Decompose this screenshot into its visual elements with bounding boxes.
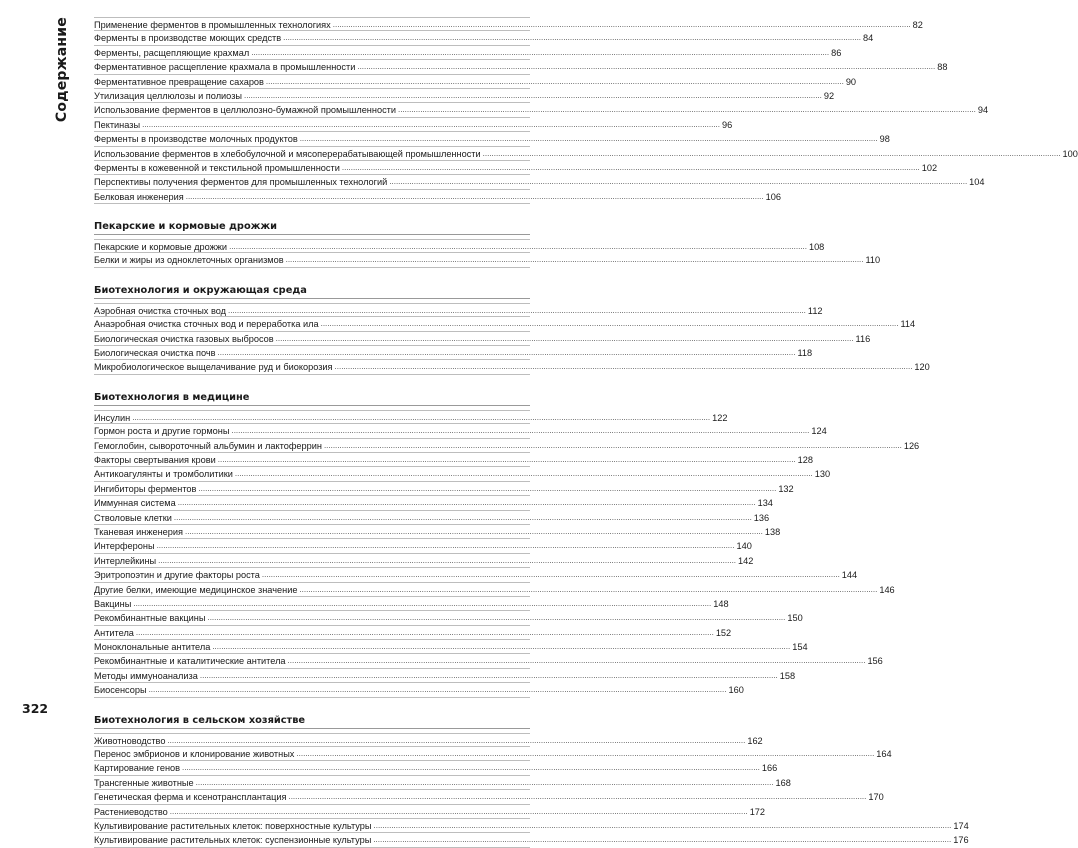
toc-entry: [94, 17, 923, 31]
toc-entry: [94, 805, 766, 819]
toc-entry-page: 172: [749, 806, 766, 817]
toc-entry: [94, 360, 930, 374]
toc-entry: [94, 46, 842, 60]
toc-entry: [94, 683, 744, 697]
toc-entry: [94, 626, 732, 640]
dot-leader: ....................................................................................................................................................................................................................................................................: [275, 333, 854, 343]
side-section-title: Содержание: [54, 17, 70, 123]
toc-entry-page: 154: [792, 642, 808, 653]
toc-entry-page: 84: [863, 33, 874, 44]
dot-leader: ....................................................................................................................................................................................................................................................................: [357, 62, 936, 72]
dot-leader: ....................................................................................................................................................................................................................................................................: [142, 119, 720, 129]
dot-leader: ....................................................................................................................................................................................................................................................................: [373, 820, 952, 830]
toc-entry-page: 132: [778, 483, 794, 494]
toc-entry: [94, 346, 813, 360]
toc-entry-title: Рекомбинантные и каталитические антитела: [94, 656, 286, 667]
toc-entry-title: Другие белки, имеющие медицинское значение: [94, 584, 298, 595]
toc-entry: [94, 467, 831, 481]
toc-entry: [94, 161, 938, 175]
toc-entry-page: 158: [779, 670, 796, 681]
toc-entry-page: 150: [787, 613, 803, 624]
toc-entry-page: 148: [713, 598, 729, 609]
toc-entry-page: 104: [969, 177, 985, 188]
toc-entry-page: 138: [764, 526, 781, 537]
dot-leader: ....................................................................................................................................................................................................................................................................: [148, 685, 727, 695]
dot-leader: ....................................................................................................................................................................................................................................................................: [251, 47, 830, 57]
toc-entry-page: 136: [753, 512, 770, 523]
toc-entry: [94, 482, 794, 496]
dot-leader: ....................................................................................................................................................................................................................................................................: [217, 454, 796, 464]
toc-entry: [94, 669, 796, 683]
toc-entry: [94, 89, 835, 103]
dot-leader: ....................................................................................................................................................................................................................................................................: [195, 777, 774, 787]
toc-entry-title: Перспективы получения ферментов для промышленных технологий: [94, 177, 388, 188]
toc-entry-title: Культивирование растительных клеток: суспензионные культуры: [94, 835, 372, 846]
dot-leader: ....................................................................................................................................................................................................................................................................: [169, 806, 748, 816]
section-heading: Биотехнология в медицине: [94, 390, 530, 406]
toc-entry-page: 102: [921, 162, 938, 173]
toc-entry: [94, 733, 763, 747]
dot-leader: ....................................................................................................................................................................................................................................................................: [334, 362, 913, 372]
toc-entry-page: 126: [903, 440, 920, 451]
toc-entry-title: Гемоглобин, сывороточный альбумин и лактоферрин: [94, 440, 322, 451]
toc-entry-title: Моноклональные антитела: [94, 642, 211, 653]
toc-entry-page: 146: [879, 584, 895, 595]
toc-entry: [94, 496, 773, 510]
dot-leader: ....................................................................................................................................................................................................................................................................: [323, 440, 902, 450]
toc-entry-page: 112: [807, 305, 823, 316]
dot-leader: ....................................................................................................................................................................................................................................................................: [482, 148, 1061, 158]
toc-entry-title: Гормон роста и другие гормоны: [94, 426, 230, 437]
toc-entry-title: Растениеводство: [94, 806, 168, 817]
dot-leader: ....................................................................................................................................................................................................................................................................: [177, 498, 756, 508]
toc-entry-title: Ферменты в производстве моющих средств: [94, 33, 282, 44]
toc-entry-title: Биосенсоры: [94, 685, 147, 696]
toc-entry-page: 166: [761, 763, 778, 774]
toc-entry: [94, 819, 969, 833]
toc-entry: [94, 776, 791, 790]
toc-entry-title: Использование ферментов в целлюлозно-бумажной промышленности: [94, 105, 396, 116]
toc-entry-page: 92: [823, 90, 835, 101]
dot-leader: ....................................................................................................................................................................................................................................................................: [299, 134, 878, 144]
dot-leader: ....................................................................................................................................................................................................................................................................: [287, 656, 866, 666]
toc-entry-title: Трансгенные животные: [94, 777, 194, 788]
toc-entry-page: 114: [900, 319, 916, 330]
dot-leader: ....................................................................................................................................................................................................................................................................: [212, 642, 791, 652]
toc-entry-title: Картирование генов: [94, 763, 181, 774]
dot-leader: ....................................................................................................................................................................................................................................................................: [288, 792, 867, 802]
toc-entry-page: 174: [953, 820, 969, 831]
toc-entry-title: Биологическая очистка газовых выбросов: [94, 333, 274, 344]
toc-entry-page: 118: [797, 348, 813, 359]
page-number: 322: [22, 701, 49, 716]
dot-leader: ....................................................................................................................................................................................................................................................................: [398, 105, 976, 115]
toc-entry: [94, 75, 857, 89]
toc-entry: [94, 747, 892, 761]
dot-leader: ....................................................................................................................................................................................................................................................................: [261, 570, 840, 580]
dot-leader: ....................................................................................................................................................................................................................................................................: [389, 177, 968, 187]
toc-entry-title: Антитела: [94, 627, 134, 638]
dot-leader: ....................................................................................................................................................................................................................................................................: [167, 735, 746, 745]
toc-list: [94, 239, 881, 268]
toc-entry: [94, 147, 1078, 161]
toc-entry-title: Ферментативное превращение сахаров: [94, 76, 264, 87]
toc-entry-page: 168: [775, 777, 791, 788]
dot-leader: ....................................................................................................................................................................................................................................................................: [299, 584, 878, 594]
toc-entry-page: 98: [879, 134, 890, 145]
dot-leader: ....................................................................................................................................................................................................................................................................: [199, 670, 778, 680]
toc-entry-page: 100: [1062, 148, 1078, 159]
toc-list: [94, 17, 1078, 204]
toc-entry-page: 152: [715, 627, 732, 638]
toc-entry-title: Методы иммуноанализа: [94, 670, 198, 681]
toc-entry: [94, 654, 883, 668]
toc-entry-page: 94: [977, 105, 989, 116]
toc-entry: [94, 317, 916, 331]
toc-entry-page: 142: [738, 555, 754, 566]
dot-leader: ....................................................................................................................................................................................................................................................................: [296, 749, 875, 759]
section-heading: Биотехнология и окружающая среда: [94, 283, 530, 299]
toc-entry-title: Ферментативное расщепление крахмала в промышленности: [94, 62, 356, 73]
toc-entry-page: 116: [855, 333, 871, 344]
toc-entry-title: Вакцины: [94, 598, 132, 609]
dot-leader: ....................................................................................................................................................................................................................................................................: [285, 255, 864, 265]
dot-leader: ....................................................................................................................................................................................................................................................................: [283, 33, 862, 43]
toc-entry: [94, 525, 781, 539]
toc-entry-title: Аэробная очистка сточных вод: [94, 305, 226, 316]
toc-entry: [94, 410, 728, 424]
toc-entry-page: 176: [953, 835, 969, 846]
toc-entry-page: 170: [868, 792, 884, 803]
toc-entry: [94, 132, 890, 146]
toc-entry: [94, 568, 858, 582]
toc-entry-title: Ферменты в производстве молочных продуктов: [94, 134, 298, 145]
toc-entry-title: Утилизация целлюлозы и полиозы: [94, 90, 243, 101]
toc-entry-page: 156: [867, 656, 883, 667]
toc-entry: [94, 597, 729, 611]
toc-entry-title: Интерфероны: [94, 541, 155, 552]
toc-entry-title: Микробиологическое выщелачивание руд и биокорозия: [94, 362, 333, 373]
toc-entry-title: Рекомбинантные вакцины: [94, 613, 206, 624]
toc-entry: [94, 60, 948, 74]
toc-entry: [94, 554, 754, 568]
toc-entry: [94, 511, 770, 525]
toc-entry: [94, 539, 752, 553]
toc-entry: [94, 640, 808, 654]
dot-leader: ....................................................................................................................................................................................................................................................................: [320, 319, 899, 329]
toc-entry-page: 122: [712, 412, 728, 423]
dot-leader: ....................................................................................................................................................................................................................................................................: [173, 512, 752, 522]
toc-entry-page: 162: [747, 735, 763, 746]
toc-entry-title: Пекарские и кормовые дрожжи: [94, 242, 228, 253]
dot-leader: ....................................................................................................................................................................................................................................................................: [182, 763, 760, 773]
toc-entry-page: 144: [841, 570, 858, 581]
dot-leader: ....................................................................................................................................................................................................................................................................: [132, 412, 711, 422]
toc-entry-title: Перенос эмбрионов и клонирование животных: [94, 749, 295, 760]
toc-entry-title: Факторы свертывания крови: [94, 454, 216, 465]
dot-leader: ....................................................................................................................................................................................................................................................................: [185, 191, 764, 201]
toc-entry-page: 88: [937, 62, 948, 73]
toc-entry: [94, 790, 884, 804]
toc-entry-title: Культивирование растительных клеток: поверхностные культуры: [94, 820, 372, 831]
toc-entry-title: Ферменты, расщепляющие крахмал: [94, 47, 250, 58]
dot-leader: ....................................................................................................................................................................................................................................................................: [234, 469, 813, 479]
toc-entry: [94, 31, 874, 45]
toc-entry: [94, 303, 823, 317]
toc-entry: [94, 611, 803, 625]
table-of-contents: [94, 17, 1078, 848]
dot-leader: ....................................................................................................................................................................................................................................................................: [217, 348, 796, 358]
toc-entry: [94, 439, 920, 453]
toc-entry-title: Ферменты в кожевенной и текстильной промышленности: [94, 162, 340, 173]
dot-leader: ....................................................................................................................................................................................................................................................................: [135, 627, 714, 637]
toc-entry-title: Генетическая ферма и ксенотрансплантация: [94, 792, 287, 803]
toc-list: [94, 733, 969, 848]
toc-entry-title: Ингибиторы ферментов: [94, 483, 197, 494]
toc-entry-page: 106: [765, 191, 781, 202]
toc-entry-page: 82: [912, 20, 923, 30]
toc-entry-page: 108: [808, 242, 825, 253]
dot-leader: ....................................................................................................................................................................................................................................................................: [156, 541, 735, 551]
toc-entry-page: 128: [797, 454, 814, 465]
toc-entry-title: Белки и жиры из одноклеточных организмов: [94, 255, 284, 266]
toc-entry-page: 140: [736, 541, 752, 552]
toc-entry-title: Использование ферментов в хлебобулочной и мясоперерабатывающей промышленности: [94, 148, 481, 159]
toc-entry-page: 86: [831, 47, 842, 58]
toc-entry-page: 120: [914, 362, 930, 373]
dot-leader: ....................................................................................................................................................................................................................................................................: [133, 598, 712, 608]
section-heading: Биотехнология в сельском хозяйстве: [94, 713, 530, 729]
dot-leader: ....................................................................................................................................................................................................................................................................: [265, 76, 844, 86]
dot-leader: ....................................................................................................................................................................................................................................................................: [207, 613, 786, 623]
toc-entry-page: 110: [865, 255, 881, 266]
toc-entry: [94, 424, 827, 438]
toc-entry-title: Применение ферментов в промышленных технологиях: [94, 20, 331, 30]
dot-leader: ....................................................................................................................................................................................................................................................................: [332, 20, 911, 29]
toc-entry: [94, 253, 881, 267]
dot-leader: ....................................................................................................................................................................................................................................................................: [244, 90, 822, 100]
toc-entry: [94, 190, 781, 204]
toc-entry-title: Антикоагулянты и тромболитики: [94, 469, 233, 480]
toc-entry-title: Инсулин: [94, 412, 131, 423]
dot-leader: ....................................................................................................................................................................................................................................................................: [198, 483, 777, 493]
toc-entry: [94, 118, 733, 132]
toc-entry-title: Стволовые клетки: [94, 512, 172, 523]
dot-leader: ....................................................................................................................................................................................................................................................................: [231, 426, 810, 436]
toc-entry-page: 130: [814, 469, 831, 480]
toc-entry-title: Тканевая инженерия: [94, 526, 183, 537]
toc-entry-title: Интерлейкины: [94, 555, 157, 566]
toc-entry-title: Иммунная система: [94, 498, 176, 509]
toc-entry-page: 124: [811, 426, 827, 437]
dot-leader: ....................................................................................................................................................................................................................................................................: [185, 526, 763, 536]
dot-leader: ....................................................................................................................................................................................................................................................................: [229, 242, 807, 252]
toc-entry-page: 90: [845, 76, 857, 87]
dot-leader: ....................................................................................................................................................................................................................................................................: [373, 835, 952, 845]
dot-leader: ....................................................................................................................................................................................................................................................................: [341, 162, 920, 172]
toc-entry-title: Пектиназы: [94, 119, 141, 130]
toc-entry: [94, 332, 871, 346]
toc-entry-title: Анаэробная очистка сточных вод и переработка ила: [94, 319, 319, 330]
toc-entry: [94, 239, 825, 253]
toc-entry: [94, 175, 985, 189]
toc-entry-page: 164: [876, 749, 892, 760]
toc-entry-page: 160: [728, 685, 744, 696]
toc-entry: [94, 833, 969, 847]
section-heading: Пекарские и кормовые дрожжи: [94, 219, 530, 235]
dot-leader: ....................................................................................................................................................................................................................................................................: [158, 555, 737, 565]
toc-entry-page: 134: [757, 498, 773, 509]
toc-list: [94, 303, 930, 375]
toc-entry-title: Животноводство: [94, 735, 166, 746]
toc-entry: [94, 761, 778, 775]
toc-list: [94, 410, 920, 698]
toc-entry-title: Биологическая очистка почв: [94, 348, 216, 359]
toc-entry-title: Белковая инженерия: [94, 191, 184, 202]
toc-entry: [94, 453, 814, 467]
toc-entry: [94, 103, 989, 117]
dot-leader: ....................................................................................................................................................................................................................................................................: [228, 305, 806, 315]
toc-entry-title: Эритропоэтин и другие факторы роста: [94, 570, 260, 581]
toc-entry-page: 96: [721, 119, 733, 130]
toc-entry: [94, 583, 895, 597]
